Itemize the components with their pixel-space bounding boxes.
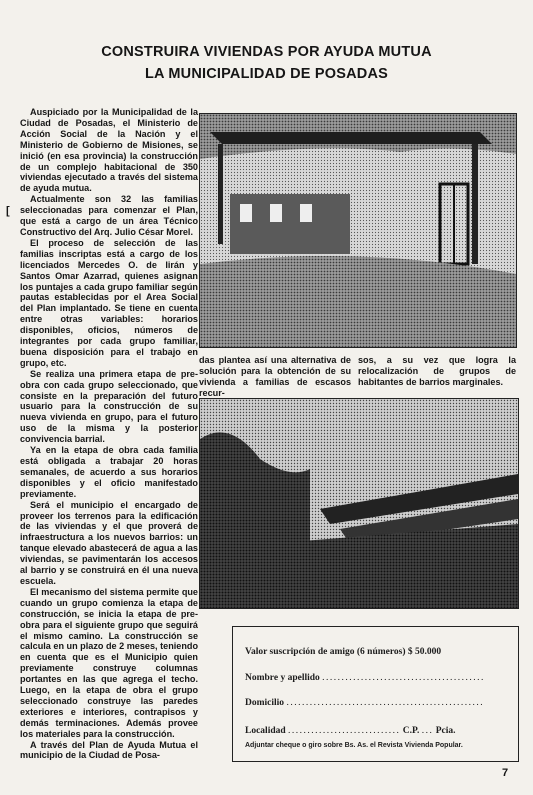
subscription-coupon (232, 626, 519, 762)
coupon-address-label: Domicilio (245, 698, 285, 708)
paragraph-5: Ya en la etapa de obra cada familia está obligada a trabajar 20 horas semanales, de acuerdo a sus horarios disponibles y el oficio manifestado previamente. (20, 445, 198, 499)
coupon-address-field[interactable] (245, 698, 484, 708)
paragraph-1: Auspiciado por la Municipalidad de la Ciudad de Posadas, el Ministerio de Acción Social de la Nación y el Ministerio de Gobierno de Misiones, se inició (en esa provincia) la construcción de un complejo habitacional de 350 viviendas ejecutado a través del sistema de ayuda mutua. (20, 107, 198, 194)
article-title-line-1: CONSTRUIRA VIVIENDAS POR AYUDA MUTUA (101, 44, 432, 60)
fill-in-dots: .......................................... (322, 673, 485, 683)
coupon-locality-field[interactable] (245, 726, 456, 736)
continuation-text-column-2: sos, a su vez que logra la relocalización de grupos de habitantes de barrios marginales. (358, 355, 516, 387)
coupon-header: Valor suscripción de amigo (6 números) $ 50.000 (245, 647, 442, 657)
construction-photo-house (199, 113, 517, 348)
paragraph-4: Se realiza una primera etapa de pre-obra con cada grupo seleccionado, que consiste en la preparación del futuro usuario para la construcción de su nueva vivienda en grupo, para el futuro uso de la misma y la posterior convivencia barrial. (20, 368, 198, 445)
fill-in-dots: ............................. (288, 726, 401, 736)
coupon-locality-label: Localidad (245, 726, 286, 736)
coupon-name-label: Nombre y apellido (245, 673, 320, 683)
fill-in-dots: ... (421, 726, 434, 736)
paragraph-3: El proceso de selección de las familias inscriptas está a cargo de los licenciados Mercedes O. de Iirán y Santos Omar Azarrad, quienes asignan los puntajes a cada grupo familiar según pautas establecidas por el Area Social del Plan implantado. Se tiene en cuenta entre otras variables: horarios disponibles, oficios, números de integrantes por cada grupo familiar, buena disposición para el trabajo en grupo, etc. (20, 237, 198, 368)
continuation-text-column-1: das plantea así una alternativa de solución para la obtención de su vivienda a familias de escasos recur- (199, 355, 351, 398)
page-number: 7 (502, 767, 509, 779)
paragraph-2: Actualmente son 32 las familias seleccionadas para comenzar el Plan, que está a cargo de un área Técnico Constructivo del Arq. Julio César Morel. (20, 194, 198, 237)
coupon-cp-label: C.P. (402, 726, 420, 736)
margin-bracket-mark: [ (6, 205, 10, 217)
paragraph-7: El mecanismo del sistema permite que cuando un grupo comienza la etapa de construcción, se inicia la etapa de pre-obra para el siguiente grupo que seguirá el mismo camino. La construcción se calcula en un plazo de 2 meses, teniendo en cuenta que es el Municipio quien previamente construye columnas portantes en las que agrega el techo. Luego, en la etapa de obra el grupo seleccionado construye las paredes exteriores e interiores, contrapisos y demás terminaciones. Además provee los materiales para la construcción. (20, 586, 198, 739)
article-left-column (20, 107, 198, 761)
fill-in-dots: ................................................... (286, 698, 485, 708)
paragraph-6: Será el municipio el encargado de proveer los terrenos para la edificación de las viviendas y el que proverá de infraestructura a los nuevos barrios: un tanque elevado abastecerá de agua a las viviendas, se pavimentarán los accesos al barrio y se construirá en él una nueva escuela. (20, 499, 198, 586)
paragraph-8: A través del Plan de Ayuda Mutua el municipio de la Ciudad de Posa- (20, 739, 198, 761)
construction-photo-row-houses (199, 398, 519, 609)
coupon-province-label: Pcia. (435, 726, 456, 736)
coupon-name-field[interactable] (245, 673, 485, 683)
article-title-line-2: LA MUNICIPALIDAD DE POSADAS (144, 66, 389, 82)
coupon-payment-note: Adjuntar cheque o giro sobre Bs. As. el Revista Vivienda Popular. (245, 742, 463, 749)
